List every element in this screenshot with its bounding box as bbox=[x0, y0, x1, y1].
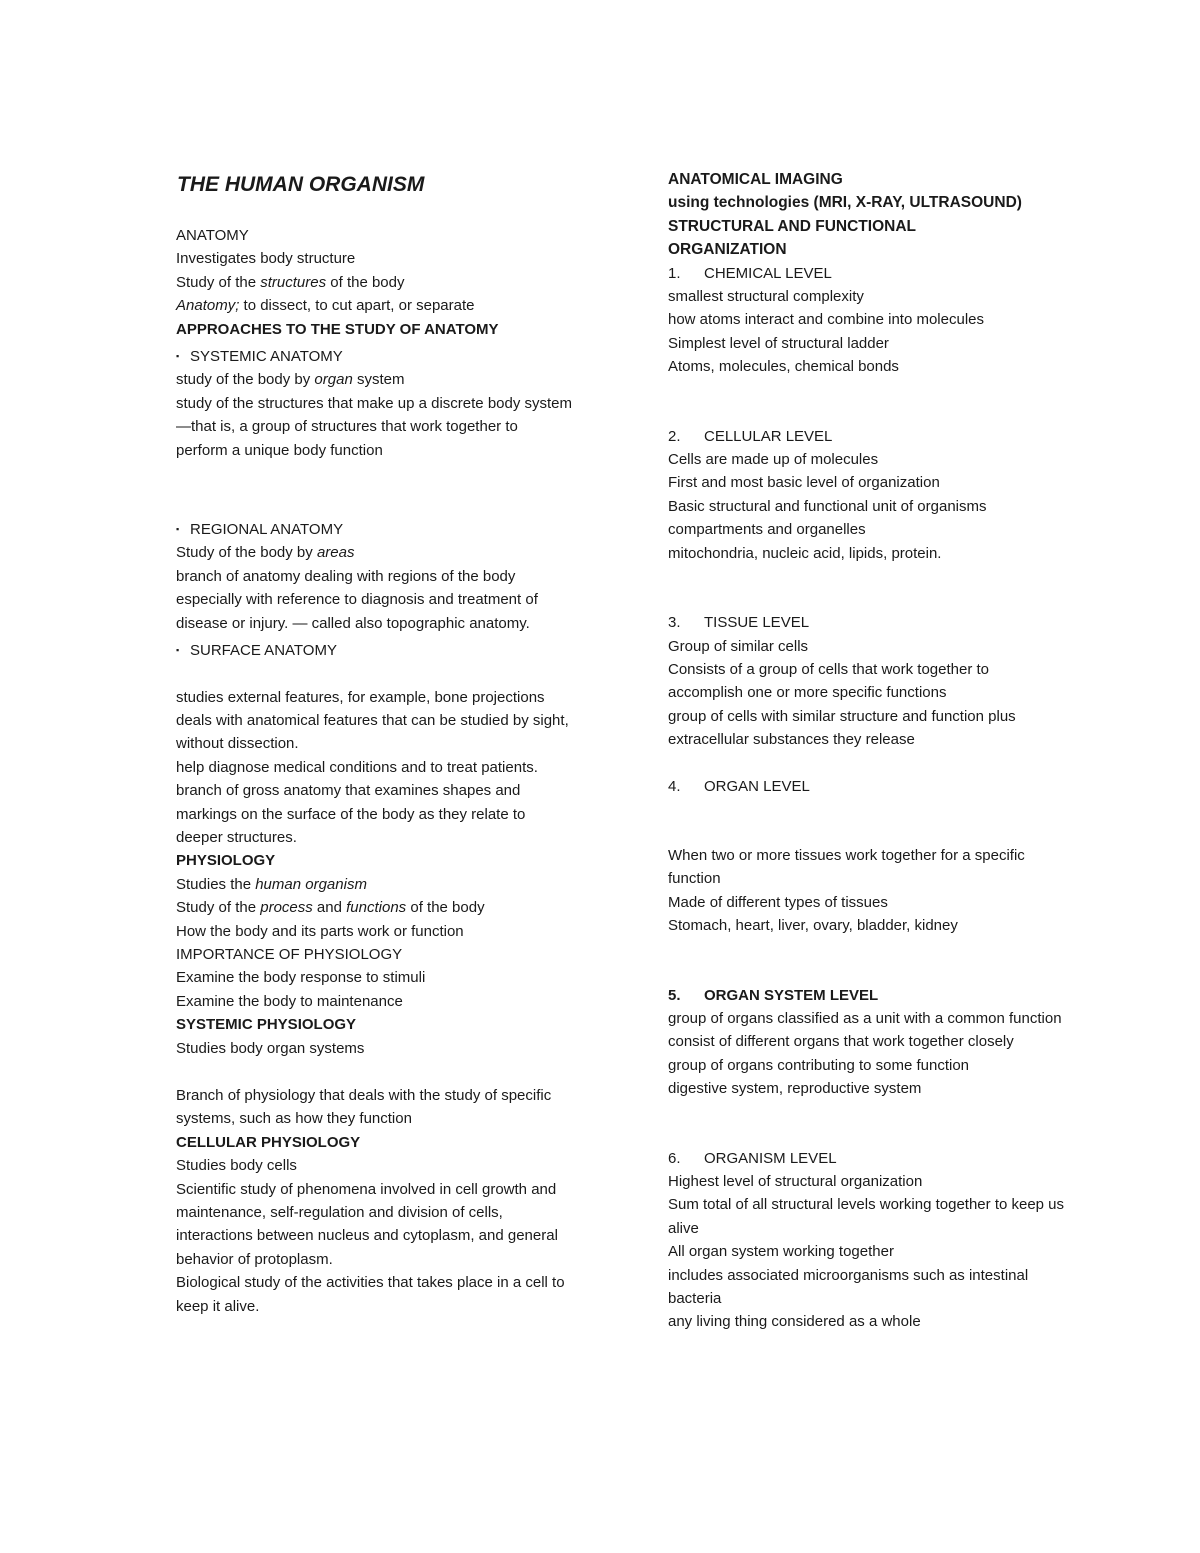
imaging-heading: ANATOMICAL IMAGING bbox=[668, 171, 843, 188]
systemic-physiology-line: Studies body organ systems bbox=[176, 1039, 365, 1057]
level-line: Consists of a group of cells that work together to accomplish one or more specific functions bbox=[668, 660, 989, 702]
level-line: Cells are made up of molecules bbox=[668, 451, 879, 469]
level-line: smallest structural complexity bbox=[668, 288, 864, 306]
level-heading bbox=[668, 984, 1068, 1007]
level-line: group of organs classified as a unit with a common function bbox=[668, 1009, 1062, 1027]
level-heading bbox=[668, 775, 1068, 798]
bullet-icon: ▪ bbox=[176, 645, 180, 656]
level-line: group of organs contributing to some function bbox=[668, 1056, 970, 1074]
level-line: mitochondria, nucleic acid, lipids, protein. bbox=[668, 544, 942, 562]
surface-line: deals with anatomical features that can be studied by sight, without dissection. bbox=[176, 711, 569, 753]
level-name: CHEMICAL LEVEL bbox=[704, 264, 832, 282]
page-title: THE HUMAN ORGANISM bbox=[177, 173, 425, 196]
level-section bbox=[668, 1147, 1068, 1334]
level-line: includes associated microorganisms such as intestinal bacteria bbox=[668, 1266, 1029, 1308]
left-column bbox=[176, 170, 576, 1318]
importance-line: Examine the body response to stimuli bbox=[176, 969, 426, 987]
cellular-physiology-line: Scientific study of phenomena involved in cell growth and maintenance, self-regulation and division of cells, interactions between nucleus and cytoplasm, and general behavior of protoplasm. bbox=[176, 1180, 558, 1268]
physiology-line: How the body and its parts work or function bbox=[176, 922, 464, 940]
level-number: 1. bbox=[668, 264, 681, 282]
level-name: TISSUE LEVEL bbox=[704, 614, 810, 632]
anatomy-line: Anatomy; to dissect, to cut apart, or separate bbox=[176, 297, 475, 315]
level-name: ORGAN LEVEL bbox=[704, 777, 810, 795]
level-line: Group of similar cells bbox=[668, 637, 809, 655]
level-line: Atoms, molecules, chemical bonds bbox=[668, 358, 899, 376]
regional-line: Study of the body by areas bbox=[176, 544, 355, 562]
surface-anatomy-heading: ▪ SURFACE ANATOMY bbox=[176, 639, 576, 662]
cellular-physiology-line: Studies body cells bbox=[176, 1157, 297, 1175]
level-number: 6. bbox=[668, 1149, 681, 1167]
level-line: group of cells with similar structure and function plus extracellular substances they release bbox=[668, 707, 1016, 749]
level-line: Sum total of all structural levels working together to keep us alive bbox=[668, 1196, 1065, 1237]
level-name: ORGANISM LEVEL bbox=[704, 1149, 837, 1167]
physiology-heading: PHYSIOLOGY bbox=[176, 852, 276, 870]
surface-line: studies external features, for example, bone projections bbox=[176, 688, 545, 706]
level-line: compartments and organelles bbox=[668, 521, 866, 539]
level-line: Highest level of structural organization bbox=[668, 1173, 923, 1190]
level-section bbox=[668, 611, 1068, 751]
level-section bbox=[668, 984, 1068, 1101]
level-name: ORGAN SYSTEM LEVEL bbox=[704, 986, 879, 1004]
cellular-physiology-heading: CELLULAR PHYSIOLOGY bbox=[176, 1133, 361, 1151]
level-line: consist of different organs that work together closely bbox=[668, 1033, 1014, 1051]
anatomy-line: Study of the structures of the body bbox=[176, 273, 405, 291]
bullet-icon: ▪ bbox=[176, 524, 180, 535]
systemic-line: study of the structures that make up a discrete body system—that is, a group of structures that work together to bbox=[176, 394, 573, 436]
cellular-physiology-line: Biological study of the activities that takes place in a cell to keep it alive. bbox=[176, 1274, 565, 1315]
physiology-line: Studies the human organism bbox=[176, 875, 367, 893]
systemic-physiology-heading: SYSTEMIC PHYSIOLOGY bbox=[176, 1016, 357, 1034]
level-line: Basic structural and functional unit of organisms bbox=[668, 497, 987, 515]
level-section bbox=[668, 262, 1068, 379]
importance-heading: IMPORTANCE OF PHYSIOLOGY bbox=[176, 945, 403, 963]
anatomy-heading: ANATOMY bbox=[176, 227, 249, 244]
surface-line: branch of gross anatomy that examines shapes and markings on the surface of the body as they relate to deeper structures. bbox=[176, 782, 526, 846]
bullet-icon: ▪ bbox=[176, 351, 180, 362]
level-number: 3. bbox=[668, 614, 681, 632]
level-heading bbox=[668, 425, 1068, 448]
physiology-line: Study of the process and functions of the body bbox=[176, 899, 485, 917]
level-heading bbox=[668, 262, 1068, 285]
level-line: Simplest level of structural ladder bbox=[668, 334, 889, 352]
systemic-line: perform a unique body function bbox=[176, 441, 383, 459]
level-name: CELLULAR LEVEL bbox=[704, 427, 833, 445]
surface-line: help diagnose medical conditions and to treat patients. bbox=[176, 758, 538, 776]
regional-line: branch of anatomy dealing with regions of the body especially with reference to diagnosis and treatment of disease or injury. — called also topographic anatomy. bbox=[176, 567, 538, 632]
systemic-anatomy-heading: ▪ SYSTEMIC ANATOMY bbox=[176, 345, 576, 368]
level-line: how atoms interact and combine into molecules bbox=[668, 311, 984, 329]
level-section bbox=[668, 425, 1068, 565]
level-number: 2. bbox=[668, 427, 681, 445]
level-line: Stomach, heart, liver, ovary, bladder, kidney bbox=[668, 917, 958, 935]
approaches-heading: APPROACHES TO THE STUDY OF ANATOMY bbox=[176, 320, 499, 338]
level-line: When two or more tissues work together for a specific function bbox=[668, 846, 1025, 888]
level-line: digestive system, reproductive system bbox=[668, 1080, 922, 1098]
level-line: Made of different types of tissues bbox=[668, 893, 888, 911]
right-column bbox=[668, 168, 1068, 1334]
level-number: 5. bbox=[668, 986, 681, 1004]
anatomy-line: Investigates body structure bbox=[176, 250, 356, 268]
levels-list bbox=[668, 262, 1068, 1334]
level-number: 4. bbox=[668, 777, 681, 795]
level-heading bbox=[668, 1147, 1068, 1170]
systemic-line: study of the body by organ system bbox=[176, 371, 405, 389]
organization-heading: STRUCTURAL AND FUNCTIONAL ORGANIZATION bbox=[668, 217, 916, 259]
level-line: First and most basic level of organization bbox=[668, 474, 940, 492]
imaging-line: using technologies (MRI, X-RAY, ULTRASOUND) bbox=[668, 194, 1022, 212]
level-line: All organ system working together bbox=[668, 1243, 894, 1261]
level-heading bbox=[668, 611, 1068, 634]
systemic-physiology-line: Branch of physiology that deals with the study of specific systems, such as how they function bbox=[176, 1087, 552, 1128]
importance-line: Examine the body to maintenance bbox=[176, 992, 403, 1010]
level-line: any living thing considered as a whole bbox=[668, 1313, 921, 1331]
level-section bbox=[668, 775, 1068, 938]
regional-anatomy-heading: ▪ REGIONAL ANATOMY bbox=[176, 518, 576, 541]
